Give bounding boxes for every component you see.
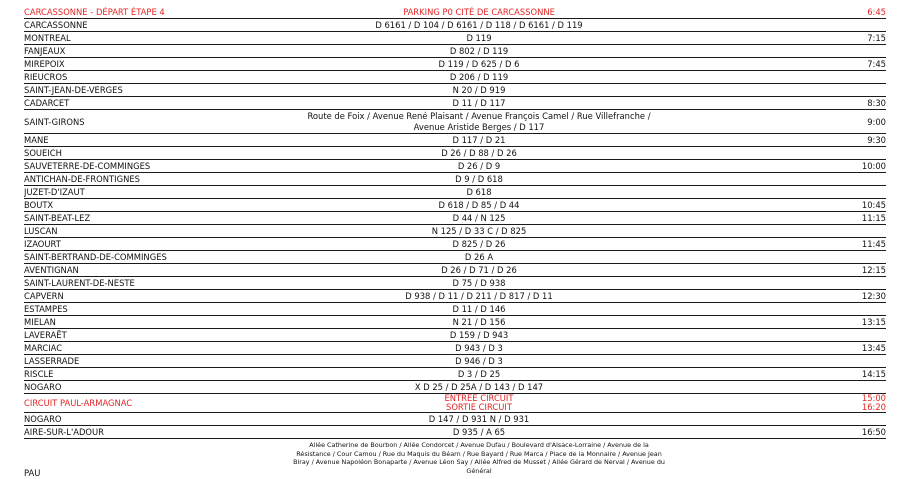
row-route: X D 25 / D 25A / D 143 / D 147 xyxy=(292,381,666,394)
circuit-row xyxy=(24,394,886,413)
row-time xyxy=(826,173,886,186)
row-place: RISCLE xyxy=(24,368,292,381)
table-row xyxy=(24,316,886,329)
row-time xyxy=(826,225,886,238)
row-place: LAVERAËT xyxy=(24,329,292,342)
table-row xyxy=(24,160,886,173)
row-route: D 26 / D 9 xyxy=(292,160,666,173)
circuit-exit: SORTIE CIRCUIT xyxy=(292,403,666,412)
row-route: D 11 / D 146 xyxy=(292,303,666,316)
row-time xyxy=(826,277,886,290)
row-time xyxy=(826,84,886,97)
row-route: D 75 / D 938 xyxy=(292,277,666,290)
row-route: D 26 / D 71 / D 26 xyxy=(292,264,666,277)
table-row xyxy=(24,329,886,342)
row-route: D 946 / D 3 xyxy=(292,355,666,368)
header-row xyxy=(24,6,886,19)
table-row xyxy=(24,264,886,277)
table-row xyxy=(24,251,886,264)
row-time: 14:15 xyxy=(826,368,886,381)
row-place: SAINT-BERTRAND-DE-COMMINGES xyxy=(24,251,292,264)
final-row xyxy=(24,439,886,479)
row-route: N 21 / D 156 xyxy=(292,316,666,329)
row-route: D 26 A xyxy=(292,251,666,264)
row-time xyxy=(826,251,886,264)
row-route: D 618 xyxy=(292,186,666,199)
row-route: D 802 / D 119 xyxy=(292,45,666,58)
row-place: LUSCAN xyxy=(24,225,292,238)
row-place: CARCASSONNE xyxy=(24,19,292,32)
itinerary-table xyxy=(24,6,886,479)
circuit-time xyxy=(826,394,886,413)
header-time: 6:45 xyxy=(826,6,886,19)
row-place: NOGARO xyxy=(24,381,292,394)
row-time: 8:30 xyxy=(826,97,886,110)
row-place: NOGARO xyxy=(24,413,292,426)
row-place: MIREPOIX xyxy=(24,58,292,71)
row-route: D 44 / N 125 xyxy=(292,212,666,225)
row-route: D 943 / D 3 xyxy=(292,342,666,355)
row-time: 12:30 xyxy=(826,290,886,303)
row-time xyxy=(826,329,886,342)
row-place: MONTREAL xyxy=(24,32,292,45)
final-route: Allée Catherine de Bourbon / Allée Condorcet / Avenue Dufau / Boulevard d'Alsace-Lorraine / Avenue de la Résistance / Cour Camou / Rue du Maquis du Béarn / Rue Bayard / Rue Marca / Place de la Monnaire / Avenue Jean Biray / Avenue Napoléon Bonaparte / Avenue Léon Say / Allée Alfred de Musset / Allée Gérard de Nerval / Avenue du Général xyxy=(292,439,666,479)
table-row xyxy=(24,71,886,84)
row-time: 12:15 xyxy=(826,264,886,277)
row-route: D 6161 / D 104 / D 6161 / D 118 / D 6161 / D 119 xyxy=(292,19,666,32)
circuit-time-out: 16:20 xyxy=(826,403,886,412)
row-time: 7:45 xyxy=(826,58,886,71)
row-place: SOUEICH xyxy=(24,147,292,160)
row-place: MANE xyxy=(24,134,292,147)
row-time: 13:45 xyxy=(826,342,886,355)
row-place: SAUVETERRE-DE-COMMINGES xyxy=(24,160,292,173)
row-route: D 147 / D 931 N / D 931 xyxy=(292,413,666,426)
row-route: Route de Foix / Avenue René Plaisant / Avenue François Camel / Rue Villefranche / Avenue Aristide Berges / D 117 xyxy=(292,110,666,134)
row-time xyxy=(826,303,886,316)
row-time: 13:15 xyxy=(826,316,886,329)
table-row xyxy=(24,342,886,355)
row-place: SAINT-JEAN-DE-VERGES xyxy=(24,84,292,97)
table-row xyxy=(24,97,886,110)
table-row xyxy=(24,277,886,290)
roadbook-sheet xyxy=(24,6,886,479)
row-place: SAINT-GIRONS xyxy=(24,110,292,134)
circuit-place: CIRCUIT PAUL-ARMAGNAC xyxy=(24,394,292,413)
table-row xyxy=(24,110,886,134)
row-route: D 938 / D 11 / D 211 / D 817 / D 11 xyxy=(292,290,666,303)
circuit-entry: ENTRÉE CIRCUIT xyxy=(292,394,666,403)
row-place: FANJEAUX xyxy=(24,45,292,58)
row-place: SAINT-BEAT-LEZ xyxy=(24,212,292,225)
row-route: N 20 / D 919 xyxy=(292,84,666,97)
table-row xyxy=(24,413,886,426)
row-route: D 26 / D 88 / D 26 xyxy=(292,147,666,160)
row-time: 16:50 xyxy=(826,426,886,439)
table-row xyxy=(24,290,886,303)
row-place: SAINT-LAURENT-DE-NESTE xyxy=(24,277,292,290)
table-row xyxy=(24,134,886,147)
row-place: LASSERRADE xyxy=(24,355,292,368)
row-time xyxy=(826,355,886,368)
row-time xyxy=(826,186,886,199)
row-route: D 825 / D 26 xyxy=(292,238,666,251)
table-row xyxy=(24,381,886,394)
row-route: D 11 / D 117 xyxy=(292,97,666,110)
row-place: JUZET-D'IZAUT xyxy=(24,186,292,199)
table-row xyxy=(24,303,886,316)
row-time xyxy=(826,19,886,32)
table-row xyxy=(24,368,886,381)
row-time xyxy=(826,71,886,84)
row-place: IZAOURT xyxy=(24,238,292,251)
row-place: ESTAMPES xyxy=(24,303,292,316)
table-row xyxy=(24,225,886,238)
circuit-time-in: 15:00 xyxy=(826,394,886,403)
row-place: BOUTX xyxy=(24,199,292,212)
row-time: 11:45 xyxy=(826,238,886,251)
row-time: 11:15 xyxy=(826,212,886,225)
row-time xyxy=(826,147,886,160)
row-time: 9:00 xyxy=(826,110,886,134)
row-route: D 159 / D 943 xyxy=(292,329,666,342)
table-row xyxy=(24,84,886,97)
table-row xyxy=(24,426,886,439)
table-row xyxy=(24,355,886,368)
row-time xyxy=(826,381,886,394)
row-time: 10:00 xyxy=(826,160,886,173)
table-row xyxy=(24,199,886,212)
circuit-route xyxy=(292,394,666,413)
row-route: D 119 xyxy=(292,32,666,45)
row-place: AIRE-SUR-L'ADOUR xyxy=(24,426,292,439)
row-place: MARCIAC xyxy=(24,342,292,355)
row-place: AVENTIGNAN xyxy=(24,264,292,277)
table-row xyxy=(24,45,886,58)
row-place: MIELAN xyxy=(24,316,292,329)
row-time xyxy=(826,413,886,426)
row-route: D 935 / A 65 xyxy=(292,426,666,439)
table-row xyxy=(24,58,886,71)
table-row xyxy=(24,186,886,199)
row-place: CAPVERN xyxy=(24,290,292,303)
row-time: 7:15 xyxy=(826,32,886,45)
final-place: PAU xyxy=(24,439,292,479)
row-route: D 618 / D 85 / D 44 xyxy=(292,199,666,212)
row-place: ANTICHAN-DE-FRONTIGNES xyxy=(24,173,292,186)
table-row xyxy=(24,147,886,160)
header-place: CARCASSONNE - DÉPART ÉTAPE 4 xyxy=(24,6,292,19)
row-route: N 125 / D 33 C / D 825 xyxy=(292,225,666,238)
header-route: PARKING P0 CITÉ DE CARCASSONNE xyxy=(292,6,666,19)
row-route: D 206 / D 119 xyxy=(292,71,666,84)
table-row xyxy=(24,173,886,186)
row-place: CADARCET xyxy=(24,97,292,110)
table-row xyxy=(24,32,886,45)
row-time: 9:30 xyxy=(826,134,886,147)
row-place: RIEUCROS xyxy=(24,71,292,84)
row-route: D 3 / D 25 xyxy=(292,368,666,381)
row-time xyxy=(826,45,886,58)
row-time: 10:45 xyxy=(826,199,886,212)
row-route: D 119 / D 625 / D 6 xyxy=(292,58,666,71)
row-route: D 117 / D 21 xyxy=(292,134,666,147)
row-route: D 9 / D 618 xyxy=(292,173,666,186)
table-row xyxy=(24,238,886,251)
table-row xyxy=(24,19,886,32)
table-row xyxy=(24,212,886,225)
